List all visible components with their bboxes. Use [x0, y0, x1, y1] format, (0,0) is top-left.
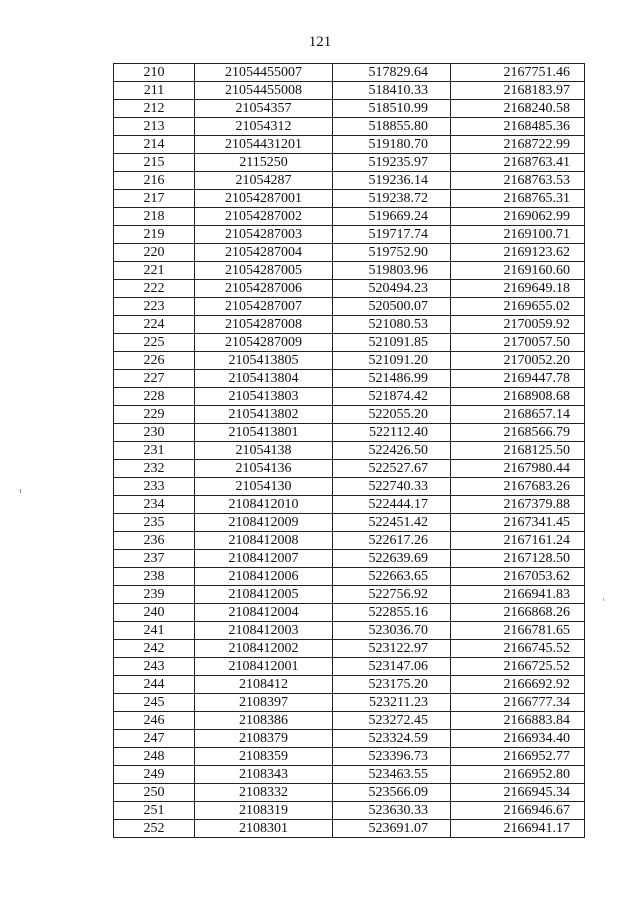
- x-coordinate-cell: 519180.70: [333, 136, 451, 154]
- point-code-cell: 2108332: [195, 784, 333, 802]
- table-row: [114, 748, 585, 766]
- point-code-cell: 21054130: [195, 478, 333, 496]
- x-coordinate-cell: 521486.99: [333, 370, 451, 388]
- point-code-cell: 2108412009: [195, 514, 333, 532]
- point-code-cell: 2108412006: [195, 568, 333, 586]
- x-coordinate-cell: 520494.23: [333, 280, 451, 298]
- y-coordinate-cell: 2167980.44: [451, 460, 585, 478]
- row-index-cell: 236: [114, 532, 195, 550]
- table-row: [114, 550, 585, 568]
- table-row: [114, 208, 585, 226]
- table-row: [114, 406, 585, 424]
- row-index-cell: 228: [114, 388, 195, 406]
- x-coordinate-cell: 523566.09: [333, 784, 451, 802]
- table-row: [114, 388, 585, 406]
- point-code-cell: 2108412001: [195, 658, 333, 676]
- point-code-cell: 21054287002: [195, 208, 333, 226]
- y-coordinate-cell: 2170059.92: [451, 316, 585, 334]
- x-coordinate-cell: 518410.33: [333, 82, 451, 100]
- y-coordinate-cell: 2168183.97: [451, 82, 585, 100]
- point-code-cell: 2108359: [195, 748, 333, 766]
- y-coordinate-cell: 2166952.77: [451, 748, 585, 766]
- table-row: [114, 712, 585, 730]
- x-coordinate-cell: 519235.97: [333, 154, 451, 172]
- row-index-cell: 230: [114, 424, 195, 442]
- x-coordinate-cell: 519803.96: [333, 262, 451, 280]
- row-index-cell: 225: [114, 334, 195, 352]
- x-coordinate-cell: 522756.92: [333, 586, 451, 604]
- point-code-cell: 2105413802: [195, 406, 333, 424]
- point-code-cell: 21054287001: [195, 190, 333, 208]
- y-coordinate-cell: 2167161.24: [451, 532, 585, 550]
- row-index-cell: 250: [114, 784, 195, 802]
- point-code-cell: 2108412010: [195, 496, 333, 514]
- table-row: [114, 262, 585, 280]
- row-index-cell: 221: [114, 262, 195, 280]
- x-coordinate-cell: 523147.06: [333, 658, 451, 676]
- point-code-cell: 21054431201: [195, 136, 333, 154]
- y-coordinate-cell: 2167341.45: [451, 514, 585, 532]
- row-index-cell: 251: [114, 802, 195, 820]
- table-row: [114, 424, 585, 442]
- table-row: [114, 820, 585, 838]
- y-coordinate-cell: 2168722.99: [451, 136, 585, 154]
- table-row: [114, 100, 585, 118]
- y-coordinate-cell: 2166725.52: [451, 658, 585, 676]
- y-coordinate-cell: 2167751.46: [451, 64, 585, 82]
- y-coordinate-cell: 2169123.62: [451, 244, 585, 262]
- x-coordinate-cell: 523122.97: [333, 640, 451, 658]
- x-coordinate-cell: 521091.20: [333, 352, 451, 370]
- table-row: [114, 370, 585, 388]
- page-number: 121: [308, 34, 332, 50]
- x-coordinate-cell: 522426.50: [333, 442, 451, 460]
- y-coordinate-cell: 2169649.18: [451, 280, 585, 298]
- point-code-cell: 2108412005: [195, 586, 333, 604]
- x-coordinate-cell: 519238.72: [333, 190, 451, 208]
- x-coordinate-cell: 520500.07: [333, 298, 451, 316]
- table-row: [114, 784, 585, 802]
- table-row: [114, 136, 585, 154]
- point-code-cell: 21054455007: [195, 64, 333, 82]
- table-row: [114, 442, 585, 460]
- table-row: [114, 190, 585, 208]
- row-index-cell: 226: [114, 352, 195, 370]
- row-index-cell: 243: [114, 658, 195, 676]
- table-row: [114, 478, 585, 496]
- y-coordinate-cell: 2166868.26: [451, 604, 585, 622]
- x-coordinate-cell: 522663.65: [333, 568, 451, 586]
- y-coordinate-cell: 2168763.41: [451, 154, 585, 172]
- x-coordinate-cell: 519717.74: [333, 226, 451, 244]
- table-row: [114, 604, 585, 622]
- x-coordinate-cell: 517829.64: [333, 64, 451, 82]
- y-coordinate-cell: 2166883.84: [451, 712, 585, 730]
- row-index-cell: 246: [114, 712, 195, 730]
- y-coordinate-cell: 2166946.67: [451, 802, 585, 820]
- table-row: [114, 352, 585, 370]
- point-code-cell: 21054455008: [195, 82, 333, 100]
- y-coordinate-cell: 2168763.53: [451, 172, 585, 190]
- x-coordinate-cell: 523463.55: [333, 766, 451, 784]
- point-code-cell: 21054357: [195, 100, 333, 118]
- point-code-cell: 2105413804: [195, 370, 333, 388]
- table-row: [114, 730, 585, 748]
- row-index-cell: 247: [114, 730, 195, 748]
- table-row: [114, 640, 585, 658]
- point-code-cell: 2108301: [195, 820, 333, 838]
- point-code-cell: 2105413803: [195, 388, 333, 406]
- row-index-cell: 227: [114, 370, 195, 388]
- point-code-cell: 2108319: [195, 802, 333, 820]
- y-coordinate-cell: 2168908.68: [451, 388, 585, 406]
- y-coordinate-cell: 2169160.60: [451, 262, 585, 280]
- x-coordinate-cell: 523691.07: [333, 820, 451, 838]
- y-coordinate-cell: 2166781.65: [451, 622, 585, 640]
- table-row: [114, 532, 585, 550]
- x-coordinate-cell: 523175.20: [333, 676, 451, 694]
- y-coordinate-cell: 2166777.34: [451, 694, 585, 712]
- row-index-cell: 232: [114, 460, 195, 478]
- point-code-cell: 21054287008: [195, 316, 333, 334]
- table-row: [114, 766, 585, 784]
- row-index-cell: 245: [114, 694, 195, 712]
- y-coordinate-cell: 2167683.26: [451, 478, 585, 496]
- x-coordinate-cell: 522639.69: [333, 550, 451, 568]
- table-row: [114, 676, 585, 694]
- row-index-cell: 238: [114, 568, 195, 586]
- row-index-cell: 224: [114, 316, 195, 334]
- table-row: [114, 694, 585, 712]
- point-code-cell: 21054287003: [195, 226, 333, 244]
- y-coordinate-cell: 2168657.14: [451, 406, 585, 424]
- row-index-cell: 217: [114, 190, 195, 208]
- table-row: [114, 460, 585, 478]
- point-code-cell: 2108412002: [195, 640, 333, 658]
- point-code-cell: 2115250: [195, 154, 333, 172]
- point-code-cell: 21054136: [195, 460, 333, 478]
- x-coordinate-cell: 523324.59: [333, 730, 451, 748]
- x-coordinate-cell: 522740.33: [333, 478, 451, 496]
- y-coordinate-cell: 2166745.52: [451, 640, 585, 658]
- y-coordinate-cell: 2169655.02: [451, 298, 585, 316]
- table-row: [114, 244, 585, 262]
- x-coordinate-cell: 521874.42: [333, 388, 451, 406]
- x-coordinate-cell: 522451.42: [333, 514, 451, 532]
- y-coordinate-cell: 2166934.40: [451, 730, 585, 748]
- row-index-cell: 252: [114, 820, 195, 838]
- y-coordinate-cell: 2169062.99: [451, 208, 585, 226]
- point-code-cell: 2105413805: [195, 352, 333, 370]
- x-coordinate-cell: 523630.33: [333, 802, 451, 820]
- x-coordinate-cell: 518855.80: [333, 118, 451, 136]
- x-coordinate-cell: 522855.16: [333, 604, 451, 622]
- point-code-cell: 2108343: [195, 766, 333, 784]
- table-row: [114, 802, 585, 820]
- y-coordinate-cell: 2168765.31: [451, 190, 585, 208]
- point-code-cell: 2108412008: [195, 532, 333, 550]
- point-code-cell: 21054287005: [195, 262, 333, 280]
- point-code-cell: 21054287006: [195, 280, 333, 298]
- y-coordinate-cell: 2170052.20: [451, 352, 585, 370]
- x-coordinate-cell: 522617.26: [333, 532, 451, 550]
- point-code-cell: 21054287009: [195, 334, 333, 352]
- point-code-cell: 2108412007: [195, 550, 333, 568]
- y-coordinate-cell: 2169100.71: [451, 226, 585, 244]
- y-coordinate-cell: 2170057.50: [451, 334, 585, 352]
- point-code-cell: 2105413801: [195, 424, 333, 442]
- point-code-cell: 2108412: [195, 676, 333, 694]
- margin-mark: [20, 489, 21, 493]
- point-code-cell: 21054312: [195, 118, 333, 136]
- table-row: [114, 118, 585, 136]
- x-coordinate-cell: 522444.17: [333, 496, 451, 514]
- x-coordinate-cell: 519752.90: [333, 244, 451, 262]
- x-coordinate-cell: 521080.53: [333, 316, 451, 334]
- table-row: [114, 316, 585, 334]
- table-row: [114, 280, 585, 298]
- table-row: [114, 622, 585, 640]
- y-coordinate-cell: 2168485.36: [451, 118, 585, 136]
- table-row: [114, 226, 585, 244]
- x-coordinate-cell: 521091.85: [333, 334, 451, 352]
- row-index-cell: 234: [114, 496, 195, 514]
- row-index-cell: 229: [114, 406, 195, 424]
- row-index-cell: 242: [114, 640, 195, 658]
- row-index-cell: 210: [114, 64, 195, 82]
- point-code-cell: 21054287007: [195, 298, 333, 316]
- table-row: [114, 568, 585, 586]
- point-code-cell: 2108412004: [195, 604, 333, 622]
- y-coordinate-cell: 2167128.50: [451, 550, 585, 568]
- y-coordinate-cell: 2168566.79: [451, 424, 585, 442]
- y-coordinate-cell: 2166692.92: [451, 676, 585, 694]
- table-row: [114, 172, 585, 190]
- row-index-cell: 249: [114, 766, 195, 784]
- row-index-cell: 212: [114, 100, 195, 118]
- row-index-cell: 222: [114, 280, 195, 298]
- point-code-cell: 2108379: [195, 730, 333, 748]
- table-row: [114, 154, 585, 172]
- point-code-cell: 21054138: [195, 442, 333, 460]
- x-coordinate-cell: 522112.40: [333, 424, 451, 442]
- y-coordinate-cell: 2168125.50: [451, 442, 585, 460]
- row-index-cell: 220: [114, 244, 195, 262]
- row-index-cell: 213: [114, 118, 195, 136]
- row-index-cell: 219: [114, 226, 195, 244]
- row-index-cell: 211: [114, 82, 195, 100]
- y-coordinate-cell: 2166941.17: [451, 820, 585, 838]
- y-coordinate-cell: 2168240.58: [451, 100, 585, 118]
- x-coordinate-cell: 522055.20: [333, 406, 451, 424]
- y-coordinate-cell: 2167053.62: [451, 568, 585, 586]
- row-index-cell: 215: [114, 154, 195, 172]
- row-index-cell: 239: [114, 586, 195, 604]
- point-code-cell: 21054287004: [195, 244, 333, 262]
- table-row: [114, 514, 585, 532]
- row-index-cell: 248: [114, 748, 195, 766]
- point-code-cell: 2108397: [195, 694, 333, 712]
- table-row: [114, 82, 585, 100]
- x-coordinate-cell: 519236.14: [333, 172, 451, 190]
- x-coordinate-cell: 523396.73: [333, 748, 451, 766]
- row-index-cell: 233: [114, 478, 195, 496]
- row-index-cell: 216: [114, 172, 195, 190]
- table-row: [114, 586, 585, 604]
- table-row: [114, 658, 585, 676]
- row-index-cell: 218: [114, 208, 195, 226]
- table-row: [114, 64, 585, 82]
- coordinates-table: [113, 63, 585, 838]
- point-code-cell: 2108386: [195, 712, 333, 730]
- table-row: [114, 298, 585, 316]
- row-index-cell: 231: [114, 442, 195, 460]
- table-row: [114, 334, 585, 352]
- y-coordinate-cell: 2167379.88: [451, 496, 585, 514]
- y-coordinate-cell: 2169447.78: [451, 370, 585, 388]
- x-coordinate-cell: 523036.70: [333, 622, 451, 640]
- table-row: [114, 496, 585, 514]
- row-index-cell: 214: [114, 136, 195, 154]
- row-index-cell: 223: [114, 298, 195, 316]
- y-coordinate-cell: 2166941.83: [451, 586, 585, 604]
- x-coordinate-cell: 523211.23: [333, 694, 451, 712]
- y-coordinate-cell: 2166945.34: [451, 784, 585, 802]
- table-body: [114, 64, 585, 838]
- row-index-cell: 235: [114, 514, 195, 532]
- x-coordinate-cell: 523272.45: [333, 712, 451, 730]
- point-code-cell: 2108412003: [195, 622, 333, 640]
- row-index-cell: 240: [114, 604, 195, 622]
- point-code-cell: 21054287: [195, 172, 333, 190]
- row-index-cell: 237: [114, 550, 195, 568]
- row-index-cell: 241: [114, 622, 195, 640]
- x-coordinate-cell: 518510.99: [333, 100, 451, 118]
- margin-mark: [603, 598, 604, 601]
- y-coordinate-cell: 2166952.80: [451, 766, 585, 784]
- x-coordinate-cell: 519669.24: [333, 208, 451, 226]
- row-index-cell: 244: [114, 676, 195, 694]
- x-coordinate-cell: 522527.67: [333, 460, 451, 478]
